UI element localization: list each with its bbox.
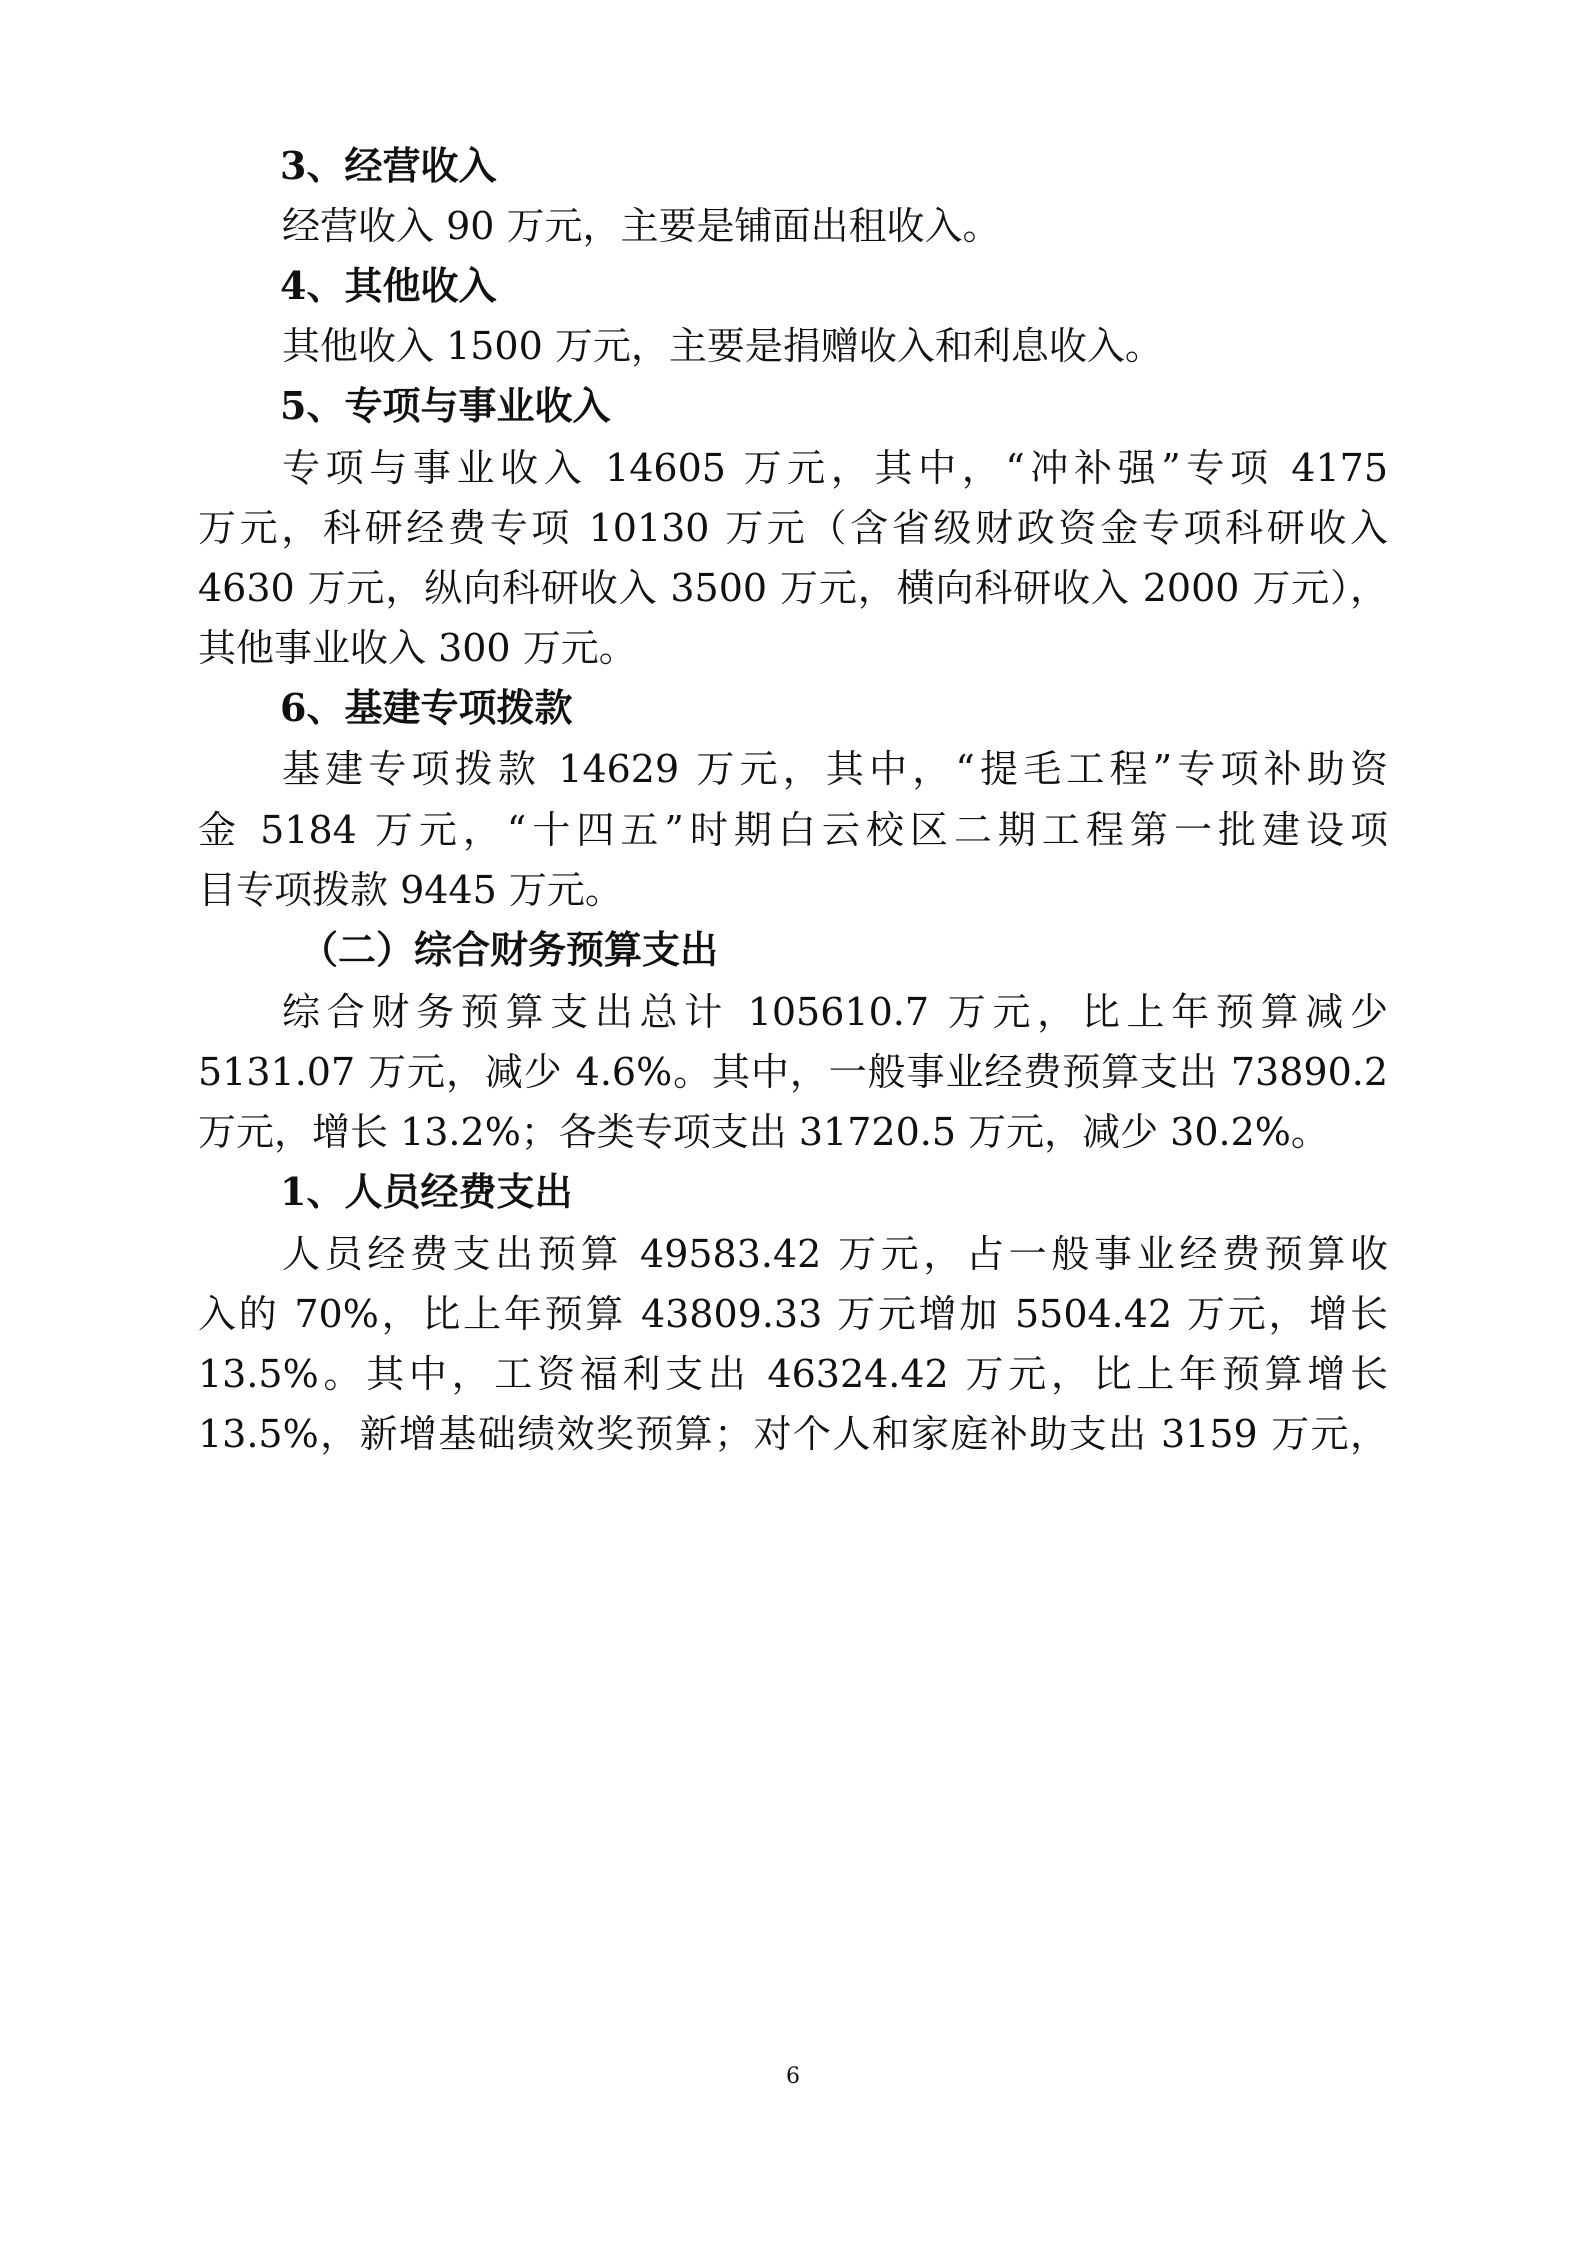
heading-operating-income: 3、经营收入	[280, 143, 497, 188]
paragraph-line: 综合财务预算支出总计 105610.7 万元，比上年预算减少	[282, 990, 1388, 1034]
paragraph-line: 其他事业收入 300 万元。	[198, 626, 637, 670]
heading-personnel-expenditure: 1、人员经费支出	[280, 1169, 573, 1214]
page-number: 6	[786, 2064, 800, 2089]
paragraph-line: 专项与事业收入 14605 万元，其中，“冲补强”专项 4175	[282, 446, 1388, 490]
paragraph-line: 13.5%。其中，工资福利支出 46324.42 万元，比上年预算增长	[198, 1352, 1388, 1396]
paragraph-line: 基建专项拨款 14629 万元，其中，“提毛工程”专项补助资	[282, 747, 1388, 791]
heading-special-business-income: 5、专项与事业收入	[280, 383, 611, 428]
heading-capital-construction-allocation: 6、基建专项拨款	[280, 685, 573, 730]
paragraph-line: 金 5184 万元，“十四五”时期白云校区二期工程第一批建设项	[198, 808, 1388, 852]
heading-other-income: 4、其他收入	[280, 263, 497, 308]
paragraph-line: 5131.07 万元，减少 4.6%。其中，一般事业经费预算支出 73890.2	[198, 1050, 1388, 1094]
paragraph-line: 其他收入 1500 万元，主要是捐赠收入和利息收入。	[282, 324, 1163, 368]
paragraph-line: 13.5%，新增基础绩效奖预算；对个人和家庭补助支出 3159 万元，	[198, 1412, 1388, 1456]
paragraph-line: 万元，增长 13.2%；各类专项支出 31720.5 万元，减少 30.2%。	[198, 1110, 1329, 1154]
paragraph-line: 经营收入 90 万元，主要是铺面出租收入。	[282, 204, 1001, 248]
paragraph-line: 目专项拨款 9445 万元。	[198, 868, 623, 912]
paragraph-line: 入的 70%，比上年预算 43809.33 万元增加 5504.42 万元，增长	[198, 1292, 1388, 1336]
paragraph-line: 4630 万元，纵向科研收入 3500 万元，横向科研收入 2000 万元），	[198, 566, 1388, 610]
heading-comprehensive-budget-expenditure: （二）综合财务预算支出	[300, 927, 719, 972]
paragraph-line: 人员经费支出预算 49583.42 万元，占一般事业经费预算收	[282, 1232, 1388, 1276]
paragraph-line: 万元，科研经费专项 10130 万元（含省级财政资金专项科研收入	[198, 506, 1388, 550]
